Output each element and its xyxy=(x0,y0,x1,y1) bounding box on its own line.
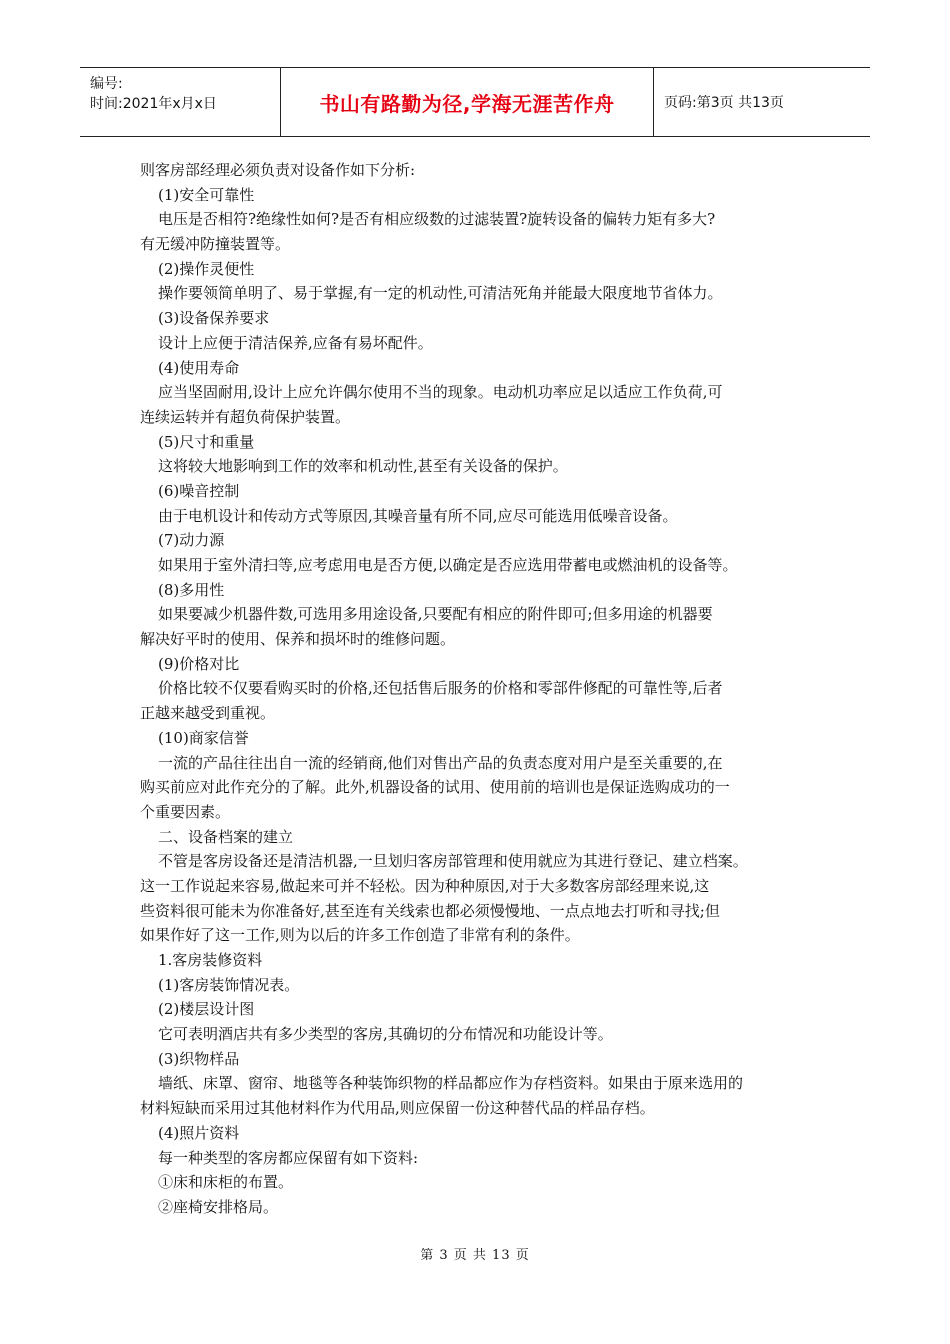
body-line: 如果用于室外清扫等,应考虑用电是否方便,以确定是否应选用带蓄电或燃油机的设备等。 xyxy=(158,556,738,574)
body-line: (3)织物样品 xyxy=(158,1049,240,1068)
body-line: 1.客房装修资料 xyxy=(158,951,263,969)
body-line: (4)使用寿命 xyxy=(158,358,240,377)
body-line: (6)噪音控制 xyxy=(158,481,240,500)
document-number-label: 编号: xyxy=(90,76,123,92)
body-line: 这一工作说起来容易,做起来可并不轻松。因为种种原因,对于大多数客房部经理来说,这 xyxy=(140,876,710,895)
body-line: ①床和床柜的布置。 xyxy=(158,1173,294,1192)
body-line: 则客房部经理必须负责对设备作如下分析: xyxy=(140,161,416,179)
document-body xyxy=(140,158,830,1220)
body-line: (3)设备保养要求 xyxy=(158,309,270,328)
body-line: (4)照片资料 xyxy=(158,1123,240,1142)
header-meta xyxy=(80,68,281,136)
body-line: 这将较大地影响到工作的效率和机动性,甚至有关设备的保护。 xyxy=(158,457,568,476)
body-line: 个重要因素。 xyxy=(140,802,231,821)
body-line: ②座椅安排格局。 xyxy=(158,1197,279,1216)
body-line: 连续运转并有超负荷保护装置。 xyxy=(140,407,351,426)
body-line: 价格比较不仅要看购买时的价格,还包括售后服务的价格和零部件修配的可靠性等,后者 xyxy=(158,679,723,698)
body-line: (5)尺寸和重量 xyxy=(158,432,255,451)
body-line: 不管是客房设备还是清洁机器,一旦划归客房部管理和使用就应为其进行登记、建立档案。 xyxy=(158,852,748,871)
body-line: 应当坚固耐用,设计上应允许偶尔使用不当的现象。电动机功率应足以适应工作负荷,可 xyxy=(158,383,723,402)
body-line: (8)多用性 xyxy=(158,580,225,599)
body-line: (1)安全可靠性 xyxy=(158,185,255,204)
body-line: 设计上应便于清洁保养,应备有易坏配件。 xyxy=(158,333,433,352)
page-footer: 第 3 页 共 13 页 xyxy=(420,1248,530,1263)
body-line: 电压是否相符?绝缘性如何?是否有相应级数的过滤装置?旋转设备的偏转力矩有多大? xyxy=(158,210,716,229)
body-line: 材料短缺而采用过其他材料作为代用品,则应保留一份这种替代品的样品存档。 xyxy=(140,1099,655,1118)
body-line: 它可表明酒店共有多少类型的客房,其确切的分布情况和功能设计等。 xyxy=(158,1025,613,1044)
body-line: 些资料很可能未为你准备好,甚至连有关线索也都必须慢慢地、一点点地去打听和寻找;但 xyxy=(140,901,720,920)
header-motto: 书山有路勤为径,学海无涯苦作舟 xyxy=(281,68,654,136)
body-line: 二、设备档案的建立 xyxy=(158,827,294,846)
body-line: (7)动力源 xyxy=(158,531,225,550)
document-date-label: 时间:2021年x月x日 xyxy=(90,96,217,112)
body-line: 一流的产品往往出自一流的经销商,他们对售出产品的负责态度对用户是至关重要的,在 xyxy=(158,753,723,772)
body-line: 由于电机设计和传动方式等原因,其噪音量有所不同,应尽可能选用低噪音设备。 xyxy=(158,506,678,525)
body-line: (10)商家信誉 xyxy=(158,728,249,747)
body-line: 正越来越受到重视。 xyxy=(140,704,276,723)
header-page-info: 页码:第3页 共13页 xyxy=(664,95,784,111)
body-line: 解决好平时的使用、保养和损坏时的维修问题。 xyxy=(140,630,456,649)
body-line: 操作要领简单明了、易于掌握,有一定的机动性,可清洁死角并能最大限度地节省体力。 xyxy=(158,284,723,303)
body-line: 购买前应对此作充分的了解。此外,机器设备的试用、使用前的培训也是保证选购成功的一 xyxy=(140,778,730,797)
page-header xyxy=(80,67,870,137)
body-line: 如果要减少机器件数,可选用多用途设备,只要配有相应的附件即可;但多用途的机器要 xyxy=(158,605,713,624)
body-line: 每一种类型的客房都应保留有如下资料: xyxy=(158,1148,419,1167)
body-line: (2)楼层设计图 xyxy=(158,1000,255,1019)
body-line: 如果作好了这一工作,则为以后的许多工作创造了非常有利的条件。 xyxy=(140,926,580,945)
body-line: 墙纸、床罩、窗帘、地毯等各种装饰织物的样品都应作为存档资料。如果由于原来选用的 xyxy=(158,1074,744,1093)
body-line: (2)操作灵便性 xyxy=(158,259,255,278)
body-line: (9)价格对比 xyxy=(158,654,240,673)
body-line: (1)客房装饰情况表。 xyxy=(158,975,300,994)
body-line: 有无缓冲防撞装置等。 xyxy=(140,235,291,254)
